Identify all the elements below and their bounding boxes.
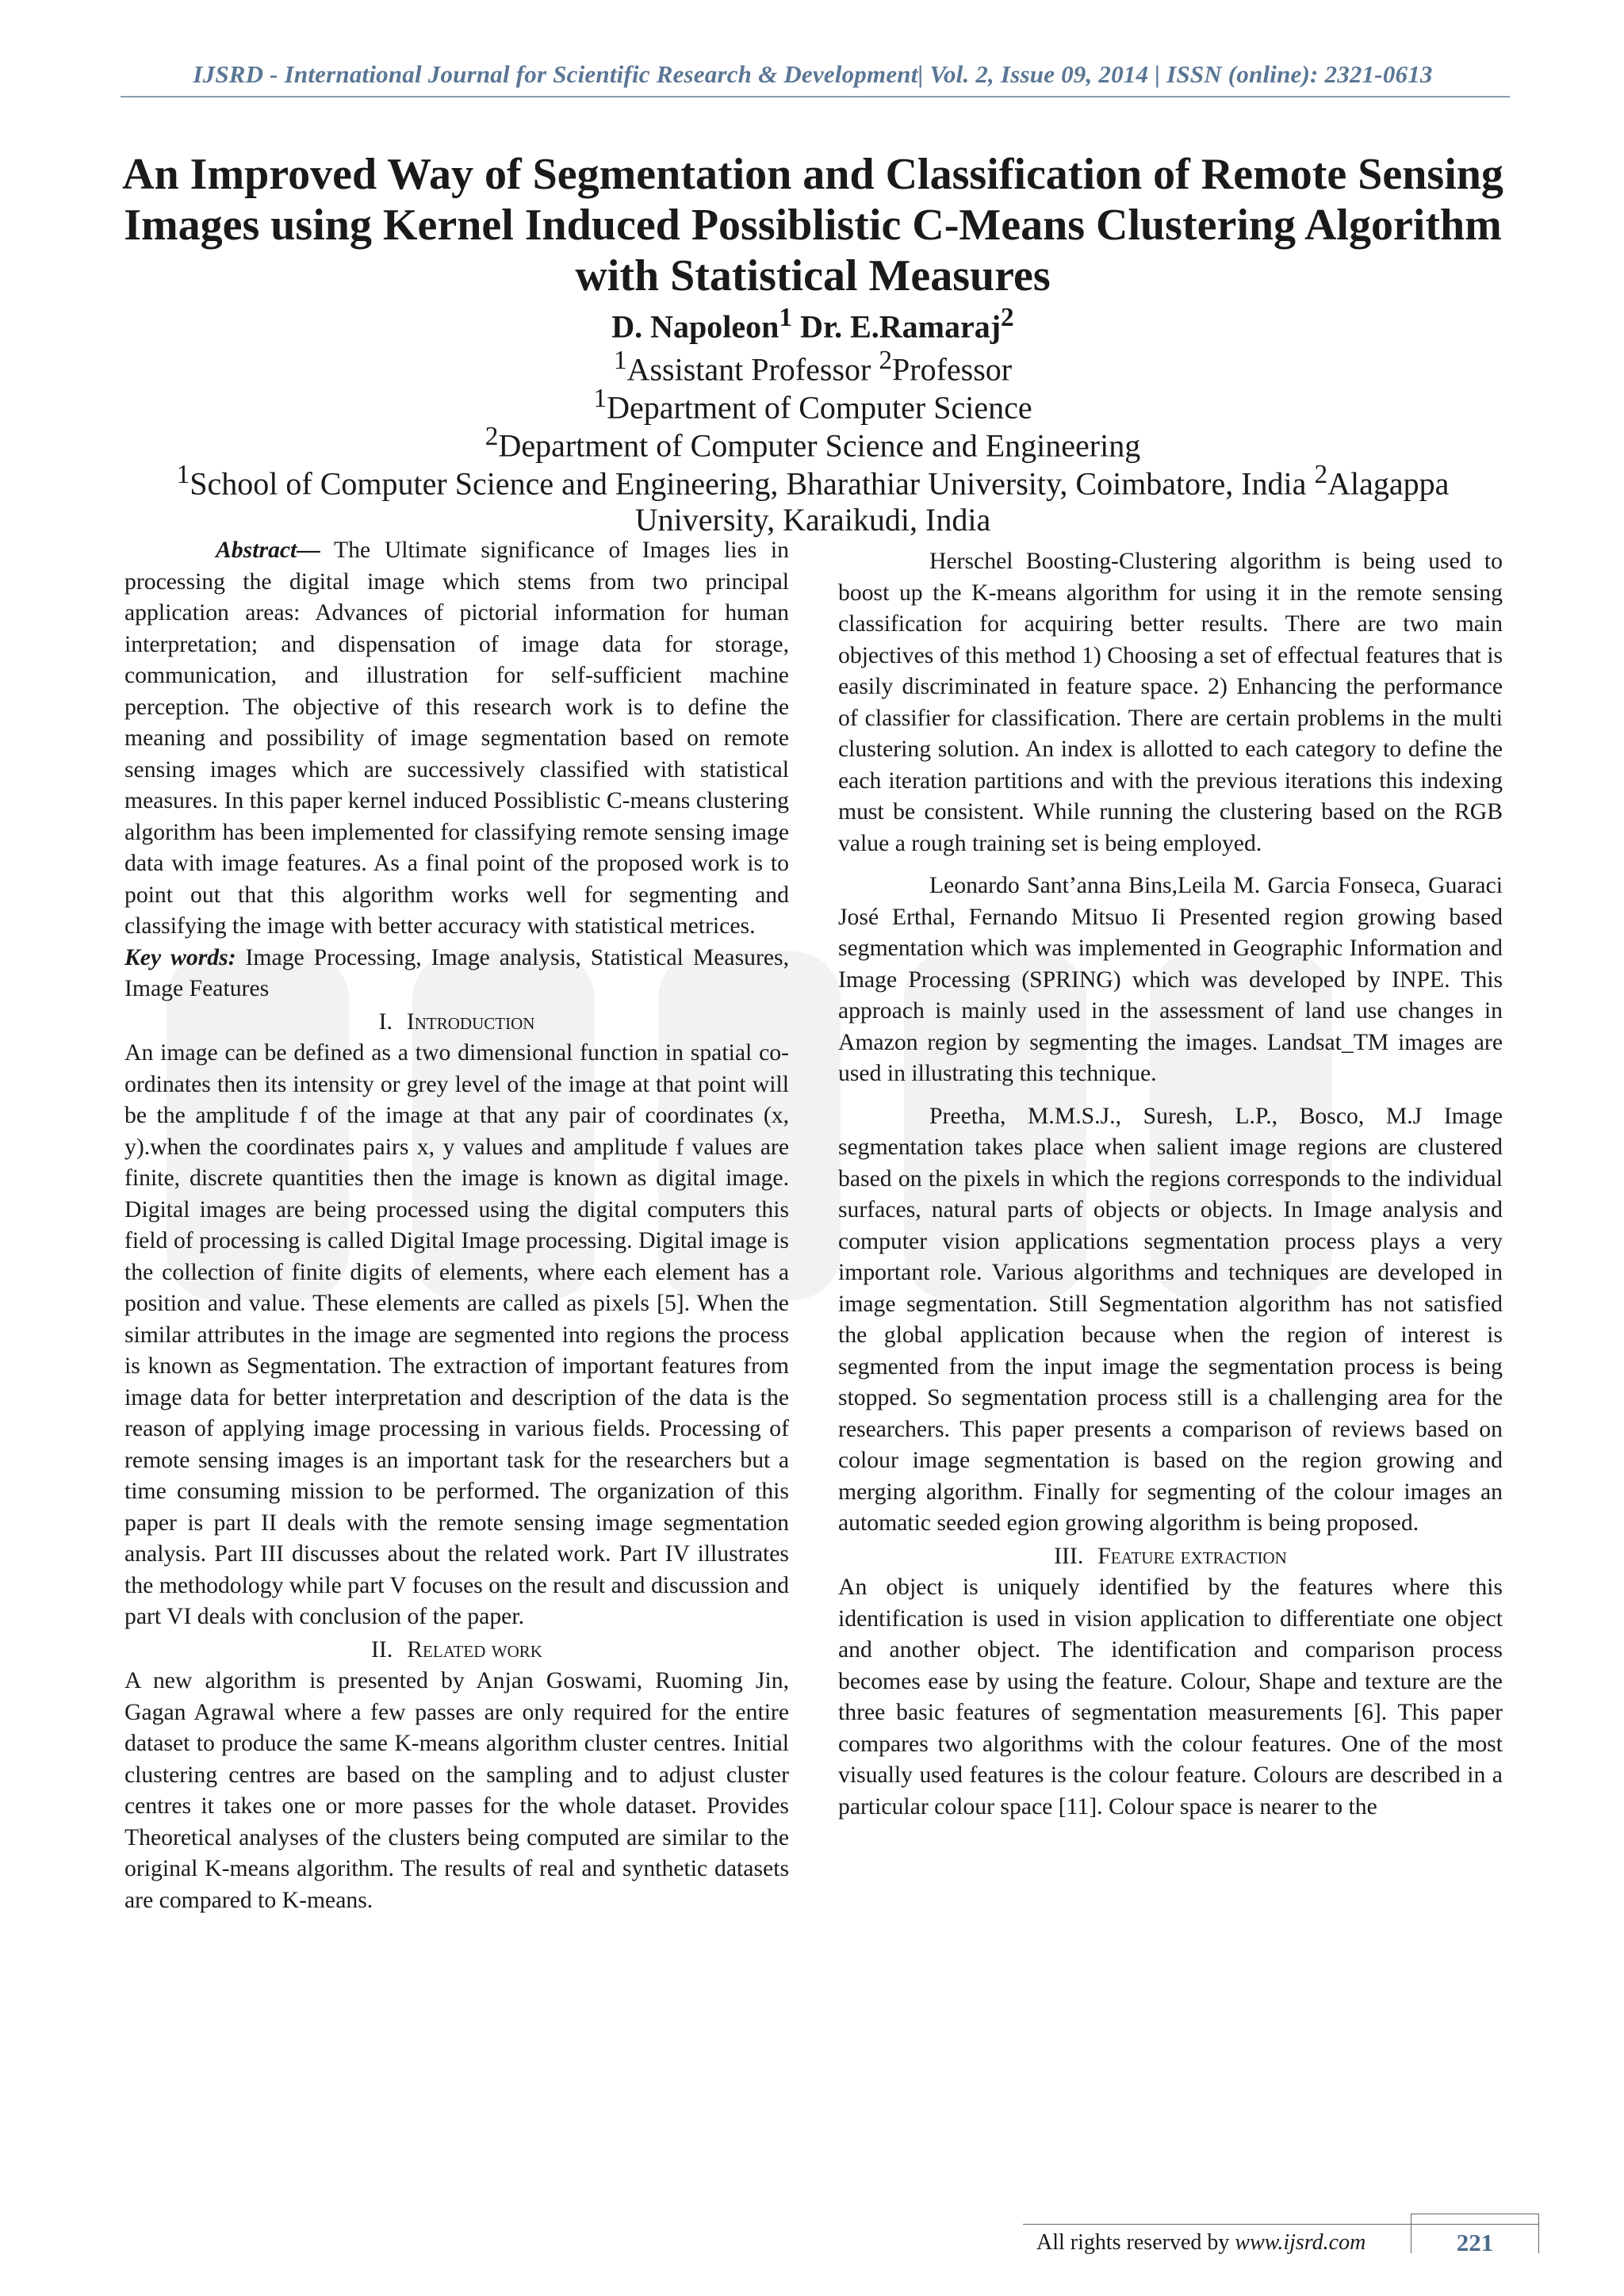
abstract [124,535,789,943]
affil-dept-1-text: Department of Computer Science [607,389,1032,426]
footer-rights [1036,2230,1365,2256]
journal-header: IJSRD - International Journal for Scientific Research & Development| Vol. 2, Issue 09, 2014 | ISSN (online): 2321-0613 [193,60,1433,88]
affil-sup: 2 [879,346,893,375]
affil-sup: 1 [613,346,627,375]
related-paragraph-1: A new algorithm is presented by Anjan Goswami, Ruoming Jin, Gagan Agrawal where a few passes are only required for the entire dataset to produce the same K-means algorithm cluster centres. Initial clustering centres are based on the sampling and to adjust cluster centres it takes one or more passes for the whole dataset. Provides Theoretical analyses of the clusters being computed are similar to the original K-means algorithm. The results of real and synthetic datasets are compared to K-means. [124,1668,789,1913]
section-heading-related-work [124,1635,789,1667]
section-number: I. [378,1008,393,1035]
keywords-label: Key words: [124,944,236,970]
section-title: Introduction [406,1008,535,1035]
section-title: Feature extraction [1097,1543,1287,1569]
section-heading-feature-extraction [838,1541,1503,1573]
abstract-label: Abstract— [216,538,320,563]
affil-inst-2b: University, Karaikudi, India [634,502,991,538]
section-number: III. [1054,1543,1084,1569]
affil-sup: 1 [593,384,607,413]
keywords [124,943,789,1005]
author-1: D. Napoleon [611,308,779,345]
feature-paragraph: An object is uniquely identified by the features where this identification is used in vision application to differentiate one object and another object. The identification and comparison process becomes ease by using the feature. Colour, Shape and texture are the three basic features of segmentation measurements [6]. This paper compares two algorithms with the colour features. One of the most visually used features is the colour feature. Colours are described in a particular colour space [11]. Colour space is nearer to the [838,1575,1503,1820]
footer-rights-prefix: All rights reserved by [1036,2230,1235,2255]
affil-sup: 2 [1314,460,1328,489]
author-1-sup: 1 [779,303,793,332]
author-2-sup: 2 [1001,303,1014,332]
affil-sup: 2 [485,422,499,451]
affil-dept-2-text: Department of Computer Science and Engineering [498,427,1141,464]
right-column [838,535,1503,1823]
section-title: Related work [407,1636,542,1663]
related-paragraph-3: Leonardo Sant’anna Bins,Leila M. Garcia Fonseca, Guaraci José Erthal, Fernando Mitsuo Ii Presented region growing based segmentation which was implemented in Geographic Information and Image Processing (SPRING) which was developed by INPE. This approach is mainly used in the assessment of land use changes in Amazon region by segmenting the images. Landsat_TM images are used in illustrating this technique. [838,873,1503,1086]
intro-paragraph: An image can be defined as a two dimensional function in spatial co-ordinates then its intensity or grey level of the image at that point will be the amplitude f of the image at that any pair of coordinates (x, y).when the coordinates pairs x, y values and amplitude f values are finite, discrete quantities then the image is known as digital image. Digital images are being processed using the digital computers this field of processing is called Digital Image processing. Digital image is the collection of finite digits of elements, where each element has a position and value. These elements are called as pixels [5]. When the similar attributes in the image are segmented into regions the process is known as Segmentation. The extraction of important features from image data for better interpretation and description of the data is the reason of applying image processing in various fields. Processing of remote sensing images is an important task for the researchers but a time consuming mission to be performed. The organization of this paper is part II deals with the remote sensing image segmentation analysis. Part III discusses about the related work. Part IV illustrates the methodology while part V focuses on the result and discussion and part VI deals with conclusion of the paper. [124,1040,789,1629]
affil-position-2: Professor [892,351,1013,388]
affil-inst-1: School of Computer Science and Engineering, Bharathiar University, Coimbatore, India [190,465,1315,502]
affil-position-1: Assistant Professor [626,351,879,388]
section-number: II. [371,1636,393,1663]
affiliation-institutions [119,457,1507,538]
left-column [124,535,789,1916]
header-rule [121,96,1510,98]
keywords-text: Image Processing, Image analysis, Statistical Measures, Image Features [124,944,790,1001]
abstract-text: The Ultimate significance of Images lies in processing the digital image which stems from two principal application areas: Advances of pictorial information for human interpretation; and dispensation of image data for storage, communication, and illustration for self-sufficient machine perception. The objective of this research work is to define the meaning and possibility of image segmentation based on remote sensing images which are successively classified with statistical measures. In this paper kernel induced Possiblistic C-means clustering algorithm has been implemented for classifying remote sensing image data with image features. As a final point of the proposed work is to point out that this algorithm works well for segmenting and classifying the image with better accuracy with statistical metrices. [124,538,789,939]
footer-site-link[interactable]: www.ijsrd.com [1235,2230,1366,2255]
author-line [119,300,1507,345]
related-paragraph-2: Herschel Boosting-Clustering algorithm is being used to boost up the K-means algorithm for using it in the remote sensing classification for acquiring better results. There are two main objectives of this method 1) Choosing a set of effectual features that is easily discriminated in feature space. 2) Enhancing the performance of classifier for classification. There are certain problems in the multi clustering solution. An index is allotted to each category to define the each iteration partitions and with the previous iterations this indexing must be consistent. While running the clustering based on the RGB value a rough training set is being employed. [838,549,1503,856]
paper-title: An Improved Way of Segmentation and Classification of Remote Sensing Images using Kernel Induced Possiblistic C-Means Clustering Algorithm with Statistical Measures [122,150,1503,300]
author-2: Dr. E.Ramaraj [800,308,1002,345]
section-heading-introduction [124,1007,789,1039]
affil-inst-2a: Alagappa [1327,465,1450,502]
affil-sup: 1 [176,460,190,489]
page-number: 221 [1456,2229,1494,2256]
related-paragraph-4: Preetha, M.M.S.J., Suresh, L.P., Bosco, M.J Image segmentation takes place when salient image regions are clustered based on the pixels in which the regions corresponds to the individual surfaces, natural parts of objects or objects. In Image analysis and computer vision applications segmentation process plays a very important role. Various algorithms and techniques are developed in image segmentation. Still Segmentation algorithm has not satisfied the global application because when the region of interest is segmented from the input image the segmentation process is being stopped. So segmentation process still is a challenging area for the researchers. This paper presents a comparison of reviews based on colour image segmentation is based on the region growing and merging algorithm. Finally for segmenting of the colour images an automatic seeded egion growing algorithm is being proposed. [838,1103,1503,1536]
